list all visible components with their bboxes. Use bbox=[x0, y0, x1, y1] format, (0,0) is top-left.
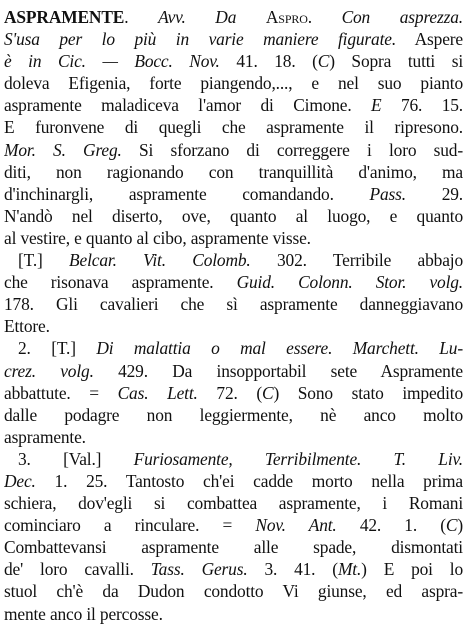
text-line bbox=[4, 315, 463, 337]
text-run: doleva Efigenia, forte piangendo,..., e nel suo pianto bbox=[4, 73, 463, 94]
text-line bbox=[4, 161, 463, 183]
text-run: abbattute. = bbox=[4, 382, 118, 403]
italic-run: Mt. bbox=[337, 559, 362, 580]
text-line bbox=[4, 382, 463, 404]
text-line bbox=[4, 404, 463, 426]
italic-run: Tass. Gerus. bbox=[150, 559, 248, 580]
text-line bbox=[4, 426, 463, 448]
text-line bbox=[4, 205, 463, 227]
text-run: 429. Da insopportabil sete Aspramente bbox=[93, 360, 463, 381]
italic-run: C bbox=[317, 51, 330, 72]
small-caps-run: Aspro bbox=[265, 7, 308, 27]
italic-run: Pass. bbox=[369, 183, 406, 204]
text-run: Aspere bbox=[396, 29, 463, 50]
italic-run: crez. volg. bbox=[4, 360, 94, 381]
text-run: 29. bbox=[405, 183, 463, 204]
italic-run: Cas. Lett. bbox=[117, 382, 198, 403]
text-run: aspramente maladiceva l'amor di Cimone. bbox=[4, 95, 372, 116]
text-run: 1. 25. Tantosto ch'ei cadde morto nella prima bbox=[35, 470, 463, 491]
italic-run: è in Cic. — Bocc. Nov. bbox=[4, 51, 220, 72]
italic-run: Con asprezza. bbox=[341, 7, 463, 27]
text-line bbox=[4, 139, 463, 161]
text-line bbox=[4, 94, 463, 116]
text-run: 76. 15. bbox=[381, 95, 463, 116]
text-run: d'inchinargli, aspramente comandando. bbox=[4, 183, 370, 204]
italic-run: Nov. Ant. bbox=[255, 515, 337, 536]
italic-run: Furiosamente, Terribilmente. T. Liv. bbox=[133, 448, 463, 469]
text-run: 3. [Val.] bbox=[18, 448, 134, 469]
text-run: ) E poi lo bbox=[361, 559, 463, 580]
text-line bbox=[4, 183, 463, 205]
italic-run: S'usa per lo più in varie maniere figurate. bbox=[4, 29, 397, 50]
text-run: 72. ( bbox=[197, 382, 263, 403]
text-run: Combattevansi aspramente alle spade, dismontati bbox=[4, 537, 463, 558]
text-line bbox=[4, 72, 463, 94]
italic-run: E bbox=[371, 95, 382, 116]
text-line bbox=[4, 249, 463, 271]
text-run: 3. 41. ( bbox=[247, 559, 338, 580]
text-run: schiera, dov'egli si combattea aspramente, i Romani bbox=[4, 493, 463, 514]
text-line bbox=[4, 28, 463, 50]
text-run: stuol ch'è da Dudon condotto Vi giunse, ed aspra- bbox=[4, 581, 463, 602]
text-line bbox=[4, 470, 463, 492]
text-line bbox=[4, 536, 463, 558]
text-line bbox=[4, 360, 463, 382]
text-line bbox=[4, 116, 463, 138]
text-run: ) bbox=[457, 515, 463, 536]
text-line bbox=[4, 6, 463, 28]
text-line bbox=[4, 603, 463, 625]
text-line bbox=[4, 337, 463, 359]
text-line bbox=[4, 293, 463, 315]
text-run: . bbox=[124, 7, 159, 27]
italic-run: Dec. bbox=[4, 470, 36, 491]
text-run: aspramente. bbox=[4, 426, 86, 447]
text-line bbox=[4, 448, 463, 470]
text-line bbox=[4, 227, 463, 249]
italic-run: Avv. Da bbox=[158, 7, 266, 27]
text-run: de' loro cavalli. bbox=[4, 559, 151, 580]
italic-run: Guid. Colonn. Stor. volg. bbox=[236, 272, 463, 293]
text-line bbox=[4, 514, 463, 536]
text-run: 42. 1. ( bbox=[336, 515, 446, 536]
italic-run: Mor. S. Greg. bbox=[4, 139, 122, 160]
text-run: 2. [T.] bbox=[18, 338, 97, 359]
text-run: Si sforzano di correggere i loro sud- bbox=[121, 139, 463, 160]
text-run: 178. Gli cavalieri che sì aspramente danneggiavano bbox=[4, 294, 463, 315]
text-run: [T.] bbox=[18, 250, 70, 271]
text-run: mente anco il percosse. bbox=[4, 603, 163, 624]
text-run: cominciaro a rinculare. = bbox=[4, 515, 256, 536]
text-run: 41. 18. ( bbox=[219, 51, 318, 72]
text-line bbox=[4, 50, 463, 72]
text-run: al vestire, e quanto al cibo, aspramente visse. bbox=[4, 227, 311, 248]
italic-run: C bbox=[445, 515, 458, 536]
text-run: ) Sono stato impedito bbox=[273, 382, 463, 403]
text-run: dalle podagre non leggiermente, nè anco molto bbox=[4, 404, 463, 425]
text-run: . bbox=[307, 7, 342, 27]
text-run: che risonava aspramente. bbox=[4, 272, 237, 293]
text-run: diti, non ragionando con tranquillità d'animo, ma bbox=[4, 161, 463, 182]
headword: ASPRAMENTE bbox=[4, 7, 125, 27]
italic-run: C bbox=[262, 382, 274, 403]
text-run: Ettore. bbox=[4, 316, 50, 337]
italic-run: Belcar. Vit. Colomb. bbox=[69, 250, 251, 271]
text-run: N'andò nel diserto, ove, quanto al luogo, e quanto bbox=[4, 205, 463, 226]
italic-run: Di malattia o mal essere. Marchett. Lu- bbox=[96, 338, 463, 359]
text-line bbox=[4, 271, 463, 293]
text-line bbox=[4, 558, 463, 580]
text-run: E furonvene di quegli che aspramente il ripresono. bbox=[4, 117, 463, 138]
text-run: ) Sopra tutti si bbox=[329, 51, 463, 72]
text-line bbox=[4, 492, 463, 514]
text-line bbox=[4, 580, 463, 602]
text-run: 302. Terribile abbajo bbox=[250, 250, 463, 271]
